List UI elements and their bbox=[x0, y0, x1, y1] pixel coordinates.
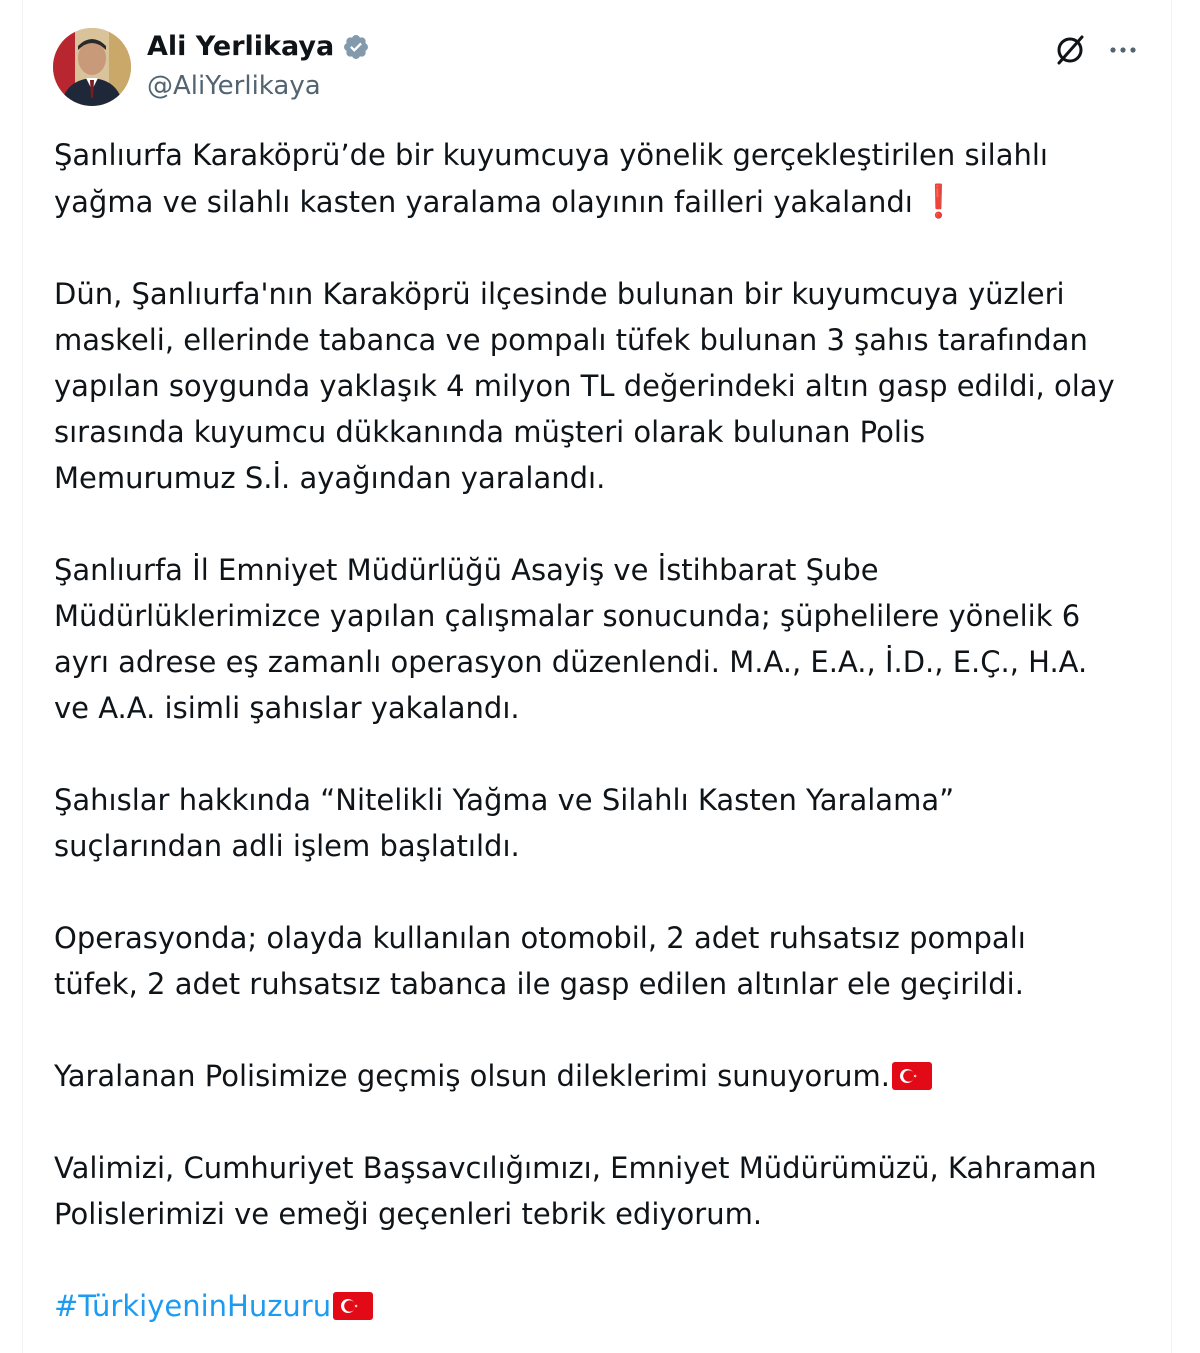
turkey-flag-emoji bbox=[333, 1287, 373, 1315]
tweet-paragraph-5 bbox=[54, 1053, 1154, 1099]
verified-badge-icon bbox=[342, 33, 370, 61]
headline-text: Şanlıurfa Karaköprü’de bir kuyumcuya yönelik gerçekleştirilen silahlı yağma ve silahlı kasten yaralama olayının failleri yakalandı bbox=[54, 138, 1048, 219]
grok-icon[interactable] bbox=[1050, 30, 1090, 70]
tweet-card bbox=[22, 0, 1172, 1353]
tweet-text bbox=[54, 132, 1154, 1329]
author-name[interactable] bbox=[147, 31, 370, 62]
more-options-icon[interactable] bbox=[1103, 30, 1143, 70]
turkey-flag-emoji bbox=[892, 1057, 932, 1085]
tweet-paragraph-2: Şanlıurfa İl Emniyet Müdürlüğü Asayiş ve İstihbarat Şube Müdürlüklerimizce yapılan çalışmalar sonucunda; şüphelilere yönelik 6 ayrı adrese eş zamanlı operasyon düzenlendi. M.A., E.A., İ.D., E.Ç., H.A. ve A.A. isimli şahıslar yakalandı. bbox=[54, 553, 1088, 725]
tweet-header bbox=[53, 28, 1143, 108]
tweet-paragraph-4: Operasyonda; olayda kullanılan otomobil, 2 adet ruhsatsız pompalı tüfek, 2 adet ruhsatsız tabanca ile gasp edilen altınlar ele geçirildi. bbox=[54, 921, 1026, 1001]
avatar-portrait-image bbox=[53, 28, 131, 106]
exclamation-emoji: ❗ bbox=[918, 182, 959, 220]
paragraph-5-text: Yaralanan Polisimize geçmiş olsun dileklerimi sunuyorum. bbox=[54, 1059, 891, 1093]
author-avatar[interactable] bbox=[53, 28, 131, 106]
tweet-paragraph-1: Dün, Şanlıurfa'nın Karaköprü ilçesinde bulunan bir kuyumcuya yüzleri maskeli, ellerinde tabanca ve pompalı tüfek bulunan 3 şahıs tarafından yapılan soygunda yaklaşık 4 milyon TL değerindeki altın gasp edildi, olay sırasında kuyumcu dükkanında müşteri olarak bulunan Polis Memurumuz S.İ. ayağından yaralandı. bbox=[54, 277, 1115, 495]
hashtag-link[interactable]: #TürkiyeninHuzuru bbox=[54, 1289, 332, 1323]
author-name-text: Ali Yerlikaya bbox=[147, 31, 335, 62]
tweet-paragraph-6: Valimizi, Cumhuriyet Başsavcılığımızı, Emniyet Müdürümüzü, Kahraman Polislerimizi ve emeği geçenleri tebrik ediyorum. bbox=[54, 1151, 1097, 1231]
tweet-headline bbox=[54, 132, 1154, 225]
tweet-hashtag-line bbox=[54, 1283, 1154, 1329]
author-handle[interactable]: @AliYerlikaya bbox=[147, 71, 321, 101]
tweet-paragraph-3: Şahıslar hakkında “Nitelikli Yağma ve Silahlı Kasten Yaralama” suçlarından adli işlem başlatıldı. bbox=[54, 783, 955, 863]
